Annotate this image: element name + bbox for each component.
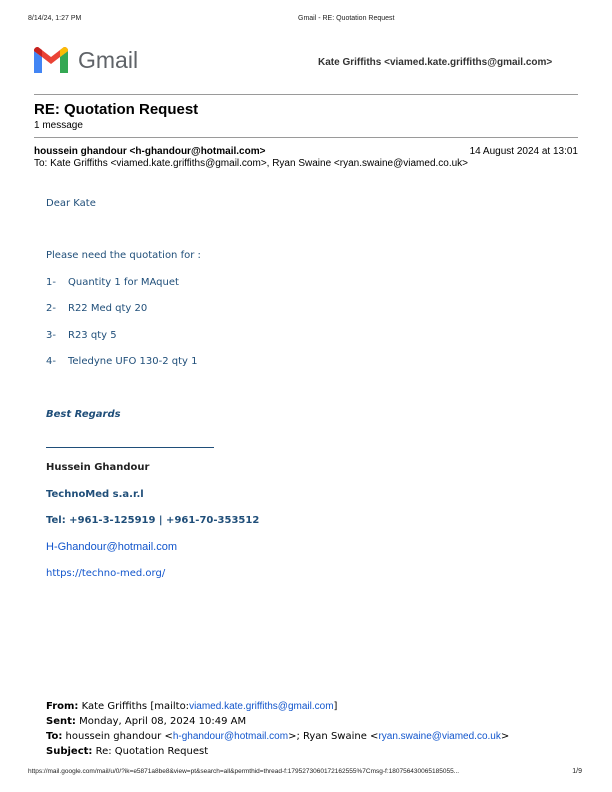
quoted-from: From: Kate Griffiths [mailto:viamed.kate.griffiths@gmail.com]	[46, 701, 338, 712]
thread-subject: RE: Quotation Request	[34, 101, 199, 118]
recipients: To: Kate Griffiths <viamed.kate.griffiths@gmail.com>, Ryan Swaine <ryan.swaine@viamed.co.uk>	[34, 158, 469, 169]
signature-website-link[interactable]: https://techno-med.org/	[46, 568, 166, 579]
intro-line: Please need the quotation for :	[46, 250, 201, 261]
subject-divider	[34, 137, 578, 138]
quoted-to: To: houssein ghandour <h-ghandour@hotmail.com>; Ryan Swaine <ryan.swaine@viamed.co.uk>	[46, 731, 510, 742]
list-item: 4- Teledyne UFO 130-2 qty 1	[46, 356, 198, 367]
sender: houssein ghandour <h-ghandour@hotmail.com>	[34, 146, 266, 157]
signature-name: Hussein Ghandour	[46, 462, 150, 473]
print-url: https://mail.google.com/mail/u/0/?ik=e5871a8be8&view=pt&search=all&permthid=thread-f:1795273060172162555%7Cmsg-f:180756430065185055...	[28, 768, 460, 775]
closing: Best Regards	[46, 409, 121, 420]
signature-divider	[46, 447, 214, 448]
message-count: 1 message	[34, 120, 83, 131]
quoted-to-email-link-2[interactable]: ryan.swaine@viamed.co.uk	[378, 731, 501, 742]
signature-company: TechnoMed s.a.r.l	[46, 489, 144, 500]
list-item: 3- R23 qty 5	[46, 330, 117, 341]
account-label: Kate Griffiths <viamed.kate.griffiths@gmail.com>	[318, 57, 553, 68]
greeting: Dear Kate	[46, 198, 96, 209]
gmail-logo-icon	[34, 47, 68, 73]
print-page-number: 1/9	[572, 768, 582, 775]
list-item: 2- R22 Med qty 20	[46, 303, 148, 314]
message-date: 14 August 2024 at 13:01	[469, 146, 578, 157]
signature-email-link[interactable]: H-Ghandour@hotmail.com	[46, 541, 177, 553]
gmail-logo-text: Gmail	[78, 47, 139, 73]
quoted-subject: Subject: Re: Quotation Request	[46, 746, 209, 757]
print-page-title: Gmail - RE: Quotation Request	[298, 15, 395, 22]
header-divider	[34, 94, 578, 95]
quoted-from-email-link[interactable]: viamed.kate.griffiths@gmail.com	[189, 701, 334, 712]
list-item: 1- Quantity 1 for MAquet	[46, 277, 179, 288]
signature-phone: Tel: +961-3-125919 | +961-70-353512	[46, 515, 260, 526]
quoted-to-email-link-1[interactable]: h-ghandour@hotmail.com	[172, 731, 289, 742]
quoted-sent: Sent: Monday, April 08, 2024 10:49 AM	[46, 716, 247, 727]
print-datetime: 8/14/24, 1:27 PM	[28, 15, 82, 22]
